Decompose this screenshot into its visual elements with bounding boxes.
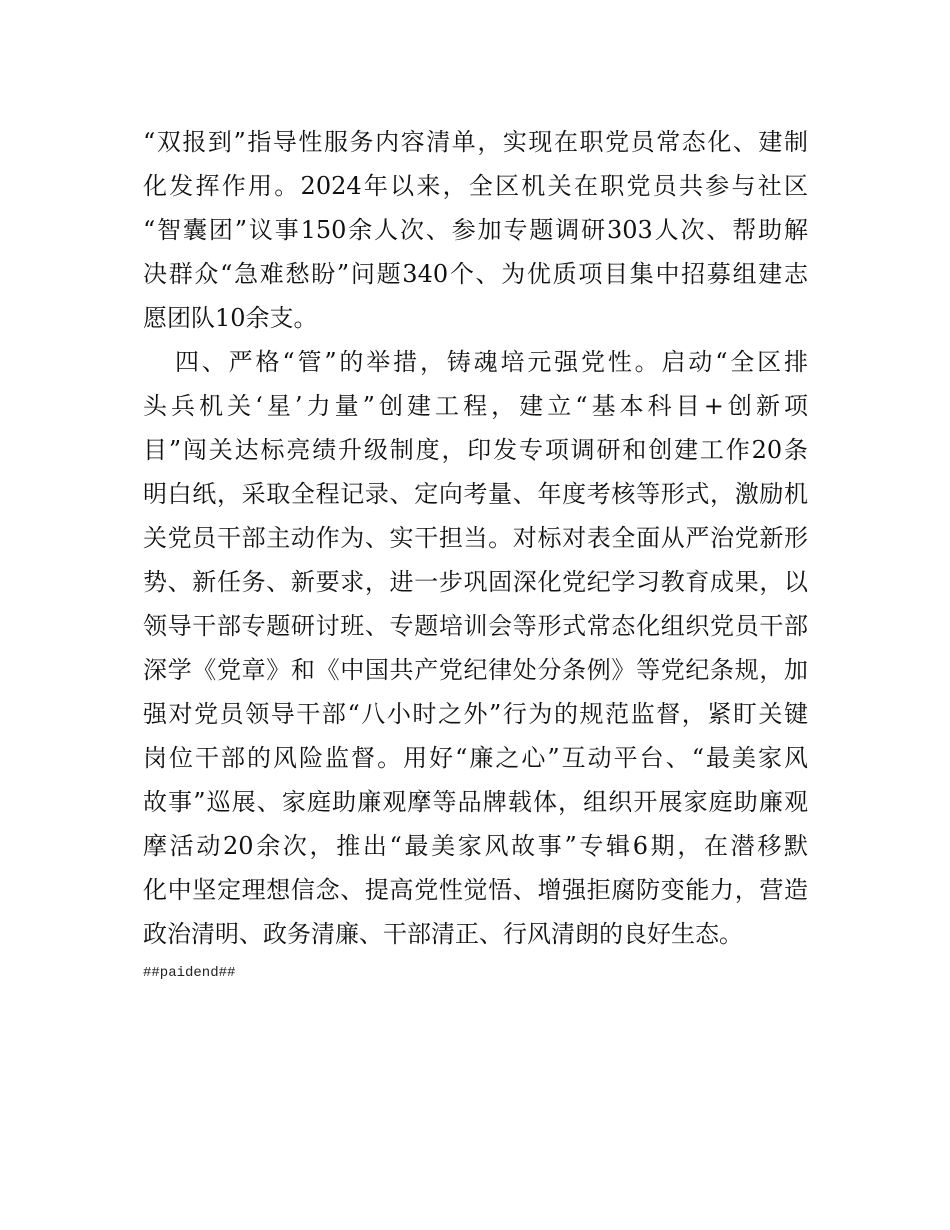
text-line: 摩活动20余次，推出“最美家风故事”专辑6期，在潜移默	[143, 832, 808, 860]
text-line: 关党员干部主动作为、实干担当。对标对表全面从严治党新形	[143, 524, 808, 552]
text-line: 强对党员领导干部“八小时之外”行为的规范监督，紧盯关键	[143, 700, 808, 728]
text-line: “双报到”指导性服务内容清单，实现在职党员常态化、建制	[143, 128, 808, 156]
text-line: 领导干部专题研讨班、专题培训会等形式常态化组织党员干部	[143, 612, 808, 640]
end-marker: ##paidend##	[143, 965, 236, 981]
text-line: 政治清明、政务清廉、干部清正、行风清朗的良好生态。	[143, 920, 743, 948]
document-body	[143, 120, 808, 956]
text-line: 决群众“急难愁盼”问题340个、为优质项目集中招募组建志	[143, 260, 808, 288]
text-line: 明白纸，采取全程记录、定向考量、年度考核等形式，激励机	[143, 480, 808, 508]
text-line: 化中坚定理想信念、提高党性觉悟、增强拒腐防变能力，营造	[143, 876, 808, 904]
text-line: 化发挥作用。2024年以来，全区机关在职党员共参与社区	[143, 172, 808, 200]
text-line: 头兵机关‘星’力量”创建工程，建立“基本科目+创新项	[143, 392, 808, 420]
paragraph-1	[143, 120, 808, 340]
text-line: 目”闯关达标亮绩升级制度，印发专项调研和创建工作20条	[143, 436, 808, 464]
text-line: “智囊团”议事150余人次、参加专题调研303人次、帮助解	[143, 216, 808, 244]
text-line: 故事”巡展、家庭助廉观摩等品牌载体，组织开展家庭助廉观	[143, 788, 808, 816]
text-line: 势、新任务、新要求，进一步巩固深化党纪学习教育成果，以	[143, 568, 808, 596]
text-line: 四、严格“管”的举措，铸魂培元强党性。启动“全区排	[175, 348, 808, 376]
text-line: 深学《党章》和《中国共产党纪律处分条例》等党纪条规，加	[143, 656, 808, 684]
text-line: 愿团队10余支。	[143, 304, 318, 332]
text-line: 岗位干部的风险监督。用好“廉之心”互动平台、“最美家风	[143, 744, 808, 772]
paragraph-2	[143, 340, 808, 956]
